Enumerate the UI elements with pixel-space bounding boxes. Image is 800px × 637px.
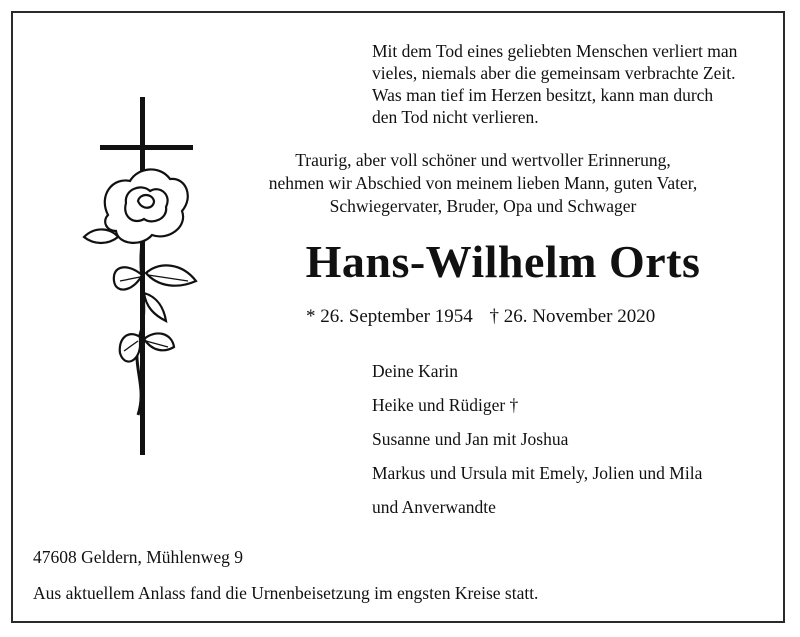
quote-line: Mit dem Tod eines geliebten Menschen verliert man <box>372 41 738 61</box>
quote-line: den Tod nicht verlieren. <box>372 107 539 127</box>
mourner-entry: Deine Karin <box>372 361 459 381</box>
farewell-intro <box>243 149 723 218</box>
intro-line: Schwiegervater, Bruder, Opa und Schwager <box>329 196 637 216</box>
cross-with-rose-icon <box>68 85 208 455</box>
quote-line: vieles, niemals aber die gemeinsam verbrachte Zeit. <box>372 63 736 83</box>
deceased-name: Hans-Wilhelm Orts <box>305 236 701 287</box>
intro-line: Traurig, aber voll schöner und wertvoller Erinnerung, <box>295 150 671 170</box>
family-address: 47608 Geldern, Mühlenweg 9 <box>33 547 243 567</box>
mourner-entry: Susanne und Jan mit Joshua <box>372 429 569 449</box>
obituary-notice <box>11 11 785 623</box>
death-date: † 26. November 2020 <box>489 306 656 327</box>
mourner-entry: Heike und Rüdiger † <box>372 395 519 415</box>
life-dates <box>306 306 655 328</box>
intro-line: nehmen wir Abschied von meinem lieben Mann, guten Vater, <box>268 173 698 193</box>
closing-note: Aus aktuellem Anlass fand die Urnenbeisetzung im engsten Kreise statt. <box>33 583 539 603</box>
mourners-list <box>372 360 702 530</box>
quote-line: Was man tief im Herzen besitzt, kann man durch <box>372 85 714 105</box>
birth-date: * 26. September 1954 <box>306 306 473 327</box>
mourner-entry: Markus und Ursula mit Emely, Jolien und Mila <box>372 463 703 483</box>
mourner-entry: und Anverwandte <box>372 497 496 517</box>
memorial-quote <box>372 40 737 128</box>
